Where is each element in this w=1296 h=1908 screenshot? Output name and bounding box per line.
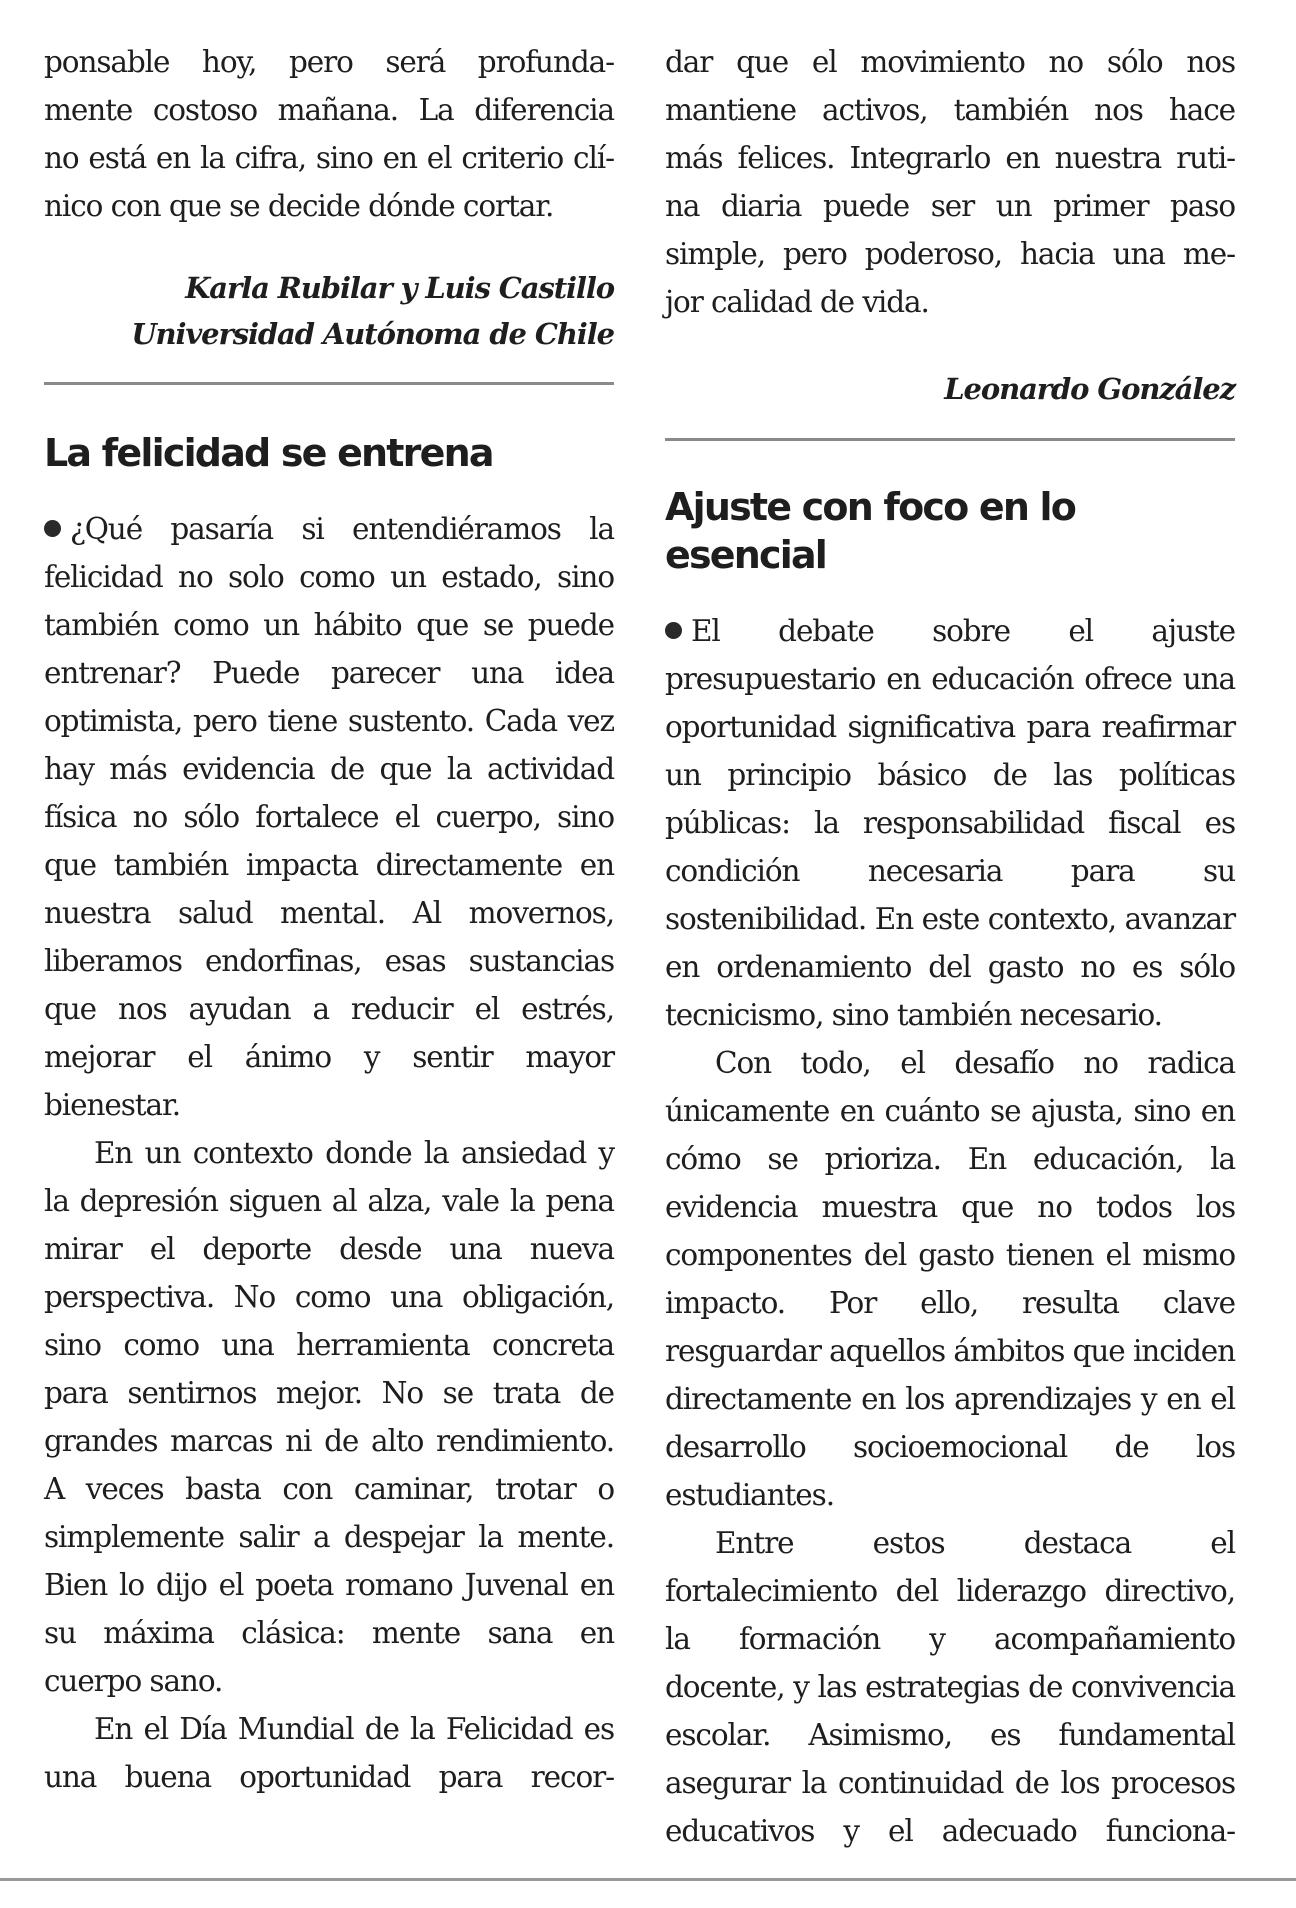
article-headline: La felicidad se entrena [44, 431, 493, 475]
left-continuation-text [44, 38, 614, 230]
article-paragraph: El debate sobre el ajuste presupuestario en educación ofrece una oportunidad significativa para reafirmar un principio básico de las políticas públicas: la responsabilidad fiscal es condición necesaria para su sostenibilidad. En este contexto, avanzar en ordenamiento del gasto no es sólo tecnicismo, sino también necesario. [665, 614, 1235, 1032]
signature-authors: Karla Rubilar y Luis Castillo [185, 271, 614, 305]
page-bottom-rule [0, 1878, 1296, 1881]
continuation-line: nico con que se decide dónde cortar. [44, 189, 554, 223]
article-paragraph: Con todo, el desafío no radica únicamente en cuánto se ajusta, sino en cómo se prioriza. En educación, la evidencia muestra que no todos los componentes del gasto tienen el mismo impacto. Por ello, resulta clave resguardar aquellos ámbitos que inciden directamente en los aprendizajes y en el desarrollo socioemocional de los estudiantes. [665, 1046, 1235, 1512]
signature-authors: Leonardo González [944, 372, 1235, 406]
right-continuation-text [665, 38, 1235, 326]
continuation-line: ponsable hoy, pero será profunda- [44, 45, 614, 79]
continuation-line: no está en la cifra, sino en el criterio clí- [44, 141, 614, 175]
continuation-line: dar que el movimiento no sólo nos [665, 45, 1235, 79]
article-paragraph: ¿Qué pasaría si entendiéramos la felicidad no solo como un estado, sino también como un hábito que se puede entrenar? Puede parecer una idea optimista, pero tiene sustento. Cada vez hay más evidencia de que la actividad física no sólo fortalece el cuerpo, sino que también impacta directamente en nuestra salud mental. Al movernos, liberamos endorfinas, esas sustancias que nos ayudan a reducir el estrés, mejorar el ánimo y sentir mayor bienestar. [44, 512, 614, 1122]
article-headline: Ajuste con foco en lo esencial [665, 485, 1076, 577]
bullet-icon [44, 520, 61, 537]
article-paragraph: Entre estos destaca el fortalecimiento del liderazgo directivo, la formación y acompañamiento docente, y las estrategias de convivencia escolar. Asimismo, es fundamental asegurar la continuidad de los procesos educativos y el adecuado funciona- [665, 1526, 1235, 1848]
article-paragraph: En un contexto donde la ansiedad y la depresión siguen al alza, vale la pena mirar el deporte desde una nueva perspectiva. No como una obligación, sino como una herramienta concreta para sentirnos mejor. No se trata de grandes marcas ni de alto rendimiento. A veces basta con caminar, trotar o simplemente salir a despejar la mente. Bien lo dijo el poeta romano Juvenal en su máxima clásica: mente sana en cuerpo sano. [44, 1136, 614, 1698]
bullet-icon [665, 622, 682, 639]
continuation-line: más felices. Integrarlo en nuestra ruti- [665, 141, 1235, 175]
signature-institution: Universidad Autónoma de Chile [131, 317, 614, 351]
article-paragraph: En el Día Mundial de la Felicidad es una buena oportunidad para recor- [44, 1712, 614, 1794]
continuation-line: na diaria puede ser un primer paso [665, 189, 1235, 223]
left-column [44, 38, 614, 1801]
continuation-line: mantiene activos, también nos hace [665, 93, 1235, 127]
continuation-line: jor calidad de vida. [665, 285, 929, 319]
continuation-line: mente costoso mañana. La diferencia [44, 93, 614, 127]
continuation-line: simple, pero poderoso, hacia una me- [665, 237, 1235, 271]
right-column [665, 38, 1235, 1855]
